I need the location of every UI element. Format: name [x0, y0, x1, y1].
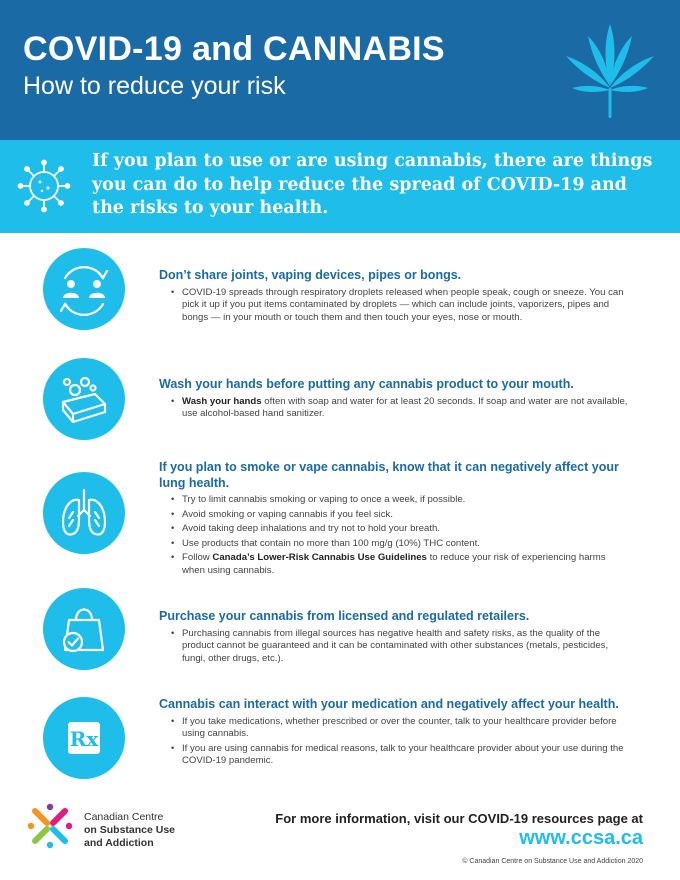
bullet-bold: Wash your hands — [182, 395, 262, 407]
guidelines-link-text: Canada’s Lower-Risk Cannabis Use Guidelines — [212, 552, 427, 564]
section-heading: Wash your hands before putting any cannabis product to your mouth. — [159, 377, 574, 391]
more-info-text: For more information, visit our COVID-19 resources page at — [275, 811, 643, 826]
section-no-sharing — [159, 268, 629, 326]
org-name-line: and Addiction — [84, 837, 154, 849]
sharing-icon — [43, 248, 125, 330]
website-link[interactable]: www.ccsa.ca — [519, 827, 643, 849]
bullet-text: Purchasing cannabis from illegal sources has negative health and safety risks, as the quality of the product cannot be guaranteed and it can be contaminated with other substances (metals, pesticides, fungi, other drugs, etc.). — [182, 627, 609, 664]
bullet-item — [159, 287, 629, 325]
svg-text:Rx: Rx — [69, 727, 99, 751]
bullet-text: If you are using cannabis for medical reasons, talk to your healthcare provider about your use during the COVID-19 pandemic. — [182, 742, 624, 767]
bullet-text: to reduce your risk of experiencing harms when using cannabis. — [182, 552, 606, 576]
bullet-text: Try to limit cannabis smoking or vaping to once a week, if possible. — [182, 494, 466, 505]
bullet-text: Use products that contain no more than 100 mg/g (10%) THC content. — [182, 537, 480, 549]
page-title: COVID-19 and CANNABIS — [23, 30, 445, 68]
bullet-item — [159, 396, 629, 421]
section-wash-hands — [159, 377, 629, 423]
bullet-item — [159, 743, 629, 768]
intro-text: If you plan to use or are using cannabis, there are things you can do to help reduce the spread of COVID-19 and the risks to your health. — [92, 151, 653, 218]
section-medication — [159, 697, 629, 770]
page-subtitle: How to reduce your risk — [23, 72, 286, 100]
bullet-item — [159, 552, 629, 577]
section-lung-health — [159, 460, 629, 580]
virus-icon — [16, 158, 72, 214]
bullet-text: Avoid taking deep inhalations and try not to hold your breath. — [182, 523, 440, 535]
shopping-bag-icon — [43, 588, 125, 670]
org-name — [84, 811, 175, 850]
org-name-line: Canadian Centre — [84, 811, 164, 823]
copyright-text: © Canadian Centre on Substance Use and Addiction 2020 — [462, 858, 643, 865]
bullet-text: Avoid smoking or vaping cannabis if you feel sick. — [182, 508, 393, 520]
soap-icon — [43, 358, 125, 440]
bullet-text: COVID-19 spreads through respiratory droplets released when people speak, cough or sneeze. You can pick it up if you put items contaminated by droplets — which can include joints, vaporizers, pipes and bongs — in your mouth or touch them and then touch your eyes, nose or mouth. — [182, 286, 624, 323]
bullet-item — [159, 716, 629, 741]
section-heading: Cannabis can interact with your medication and negatively affect your health. — [159, 697, 619, 711]
section-heading: If you plan to smoke or vape cannabis, know that it can negatively affect your lung health. — [159, 460, 619, 490]
bullet-item — [159, 494, 629, 507]
ccsa-logo-icon — [27, 803, 73, 849]
cannabis-leaf-icon — [560, 22, 660, 122]
bullet-item — [159, 628, 629, 666]
org-name-line: on Substance Use — [84, 824, 176, 836]
bullet-item — [159, 523, 629, 536]
intro-banner — [0, 140, 680, 233]
section-heading: Don’t share joints, vaping devices, pipes or bongs. — [159, 268, 462, 282]
bullet-item — [159, 538, 629, 551]
section-heading: Purchase your cannabis from licensed and regulated retailers. — [159, 609, 530, 623]
bullet-text: often with soap and water for at least 20 seconds. If soap and water are not available, use alcohol-based hand sanitizer. — [182, 395, 628, 420]
lungs-icon — [43, 472, 125, 554]
bullet-text: Follow — [182, 552, 213, 564]
header — [0, 0, 680, 140]
rx-icon — [43, 697, 125, 779]
bullet-item — [159, 509, 629, 522]
section-licensed-retailers — [159, 609, 629, 667]
bullet-text: If you take medications, whether prescribed or over the counter, talk to your healthcare provider before using cannabis. — [182, 715, 617, 740]
